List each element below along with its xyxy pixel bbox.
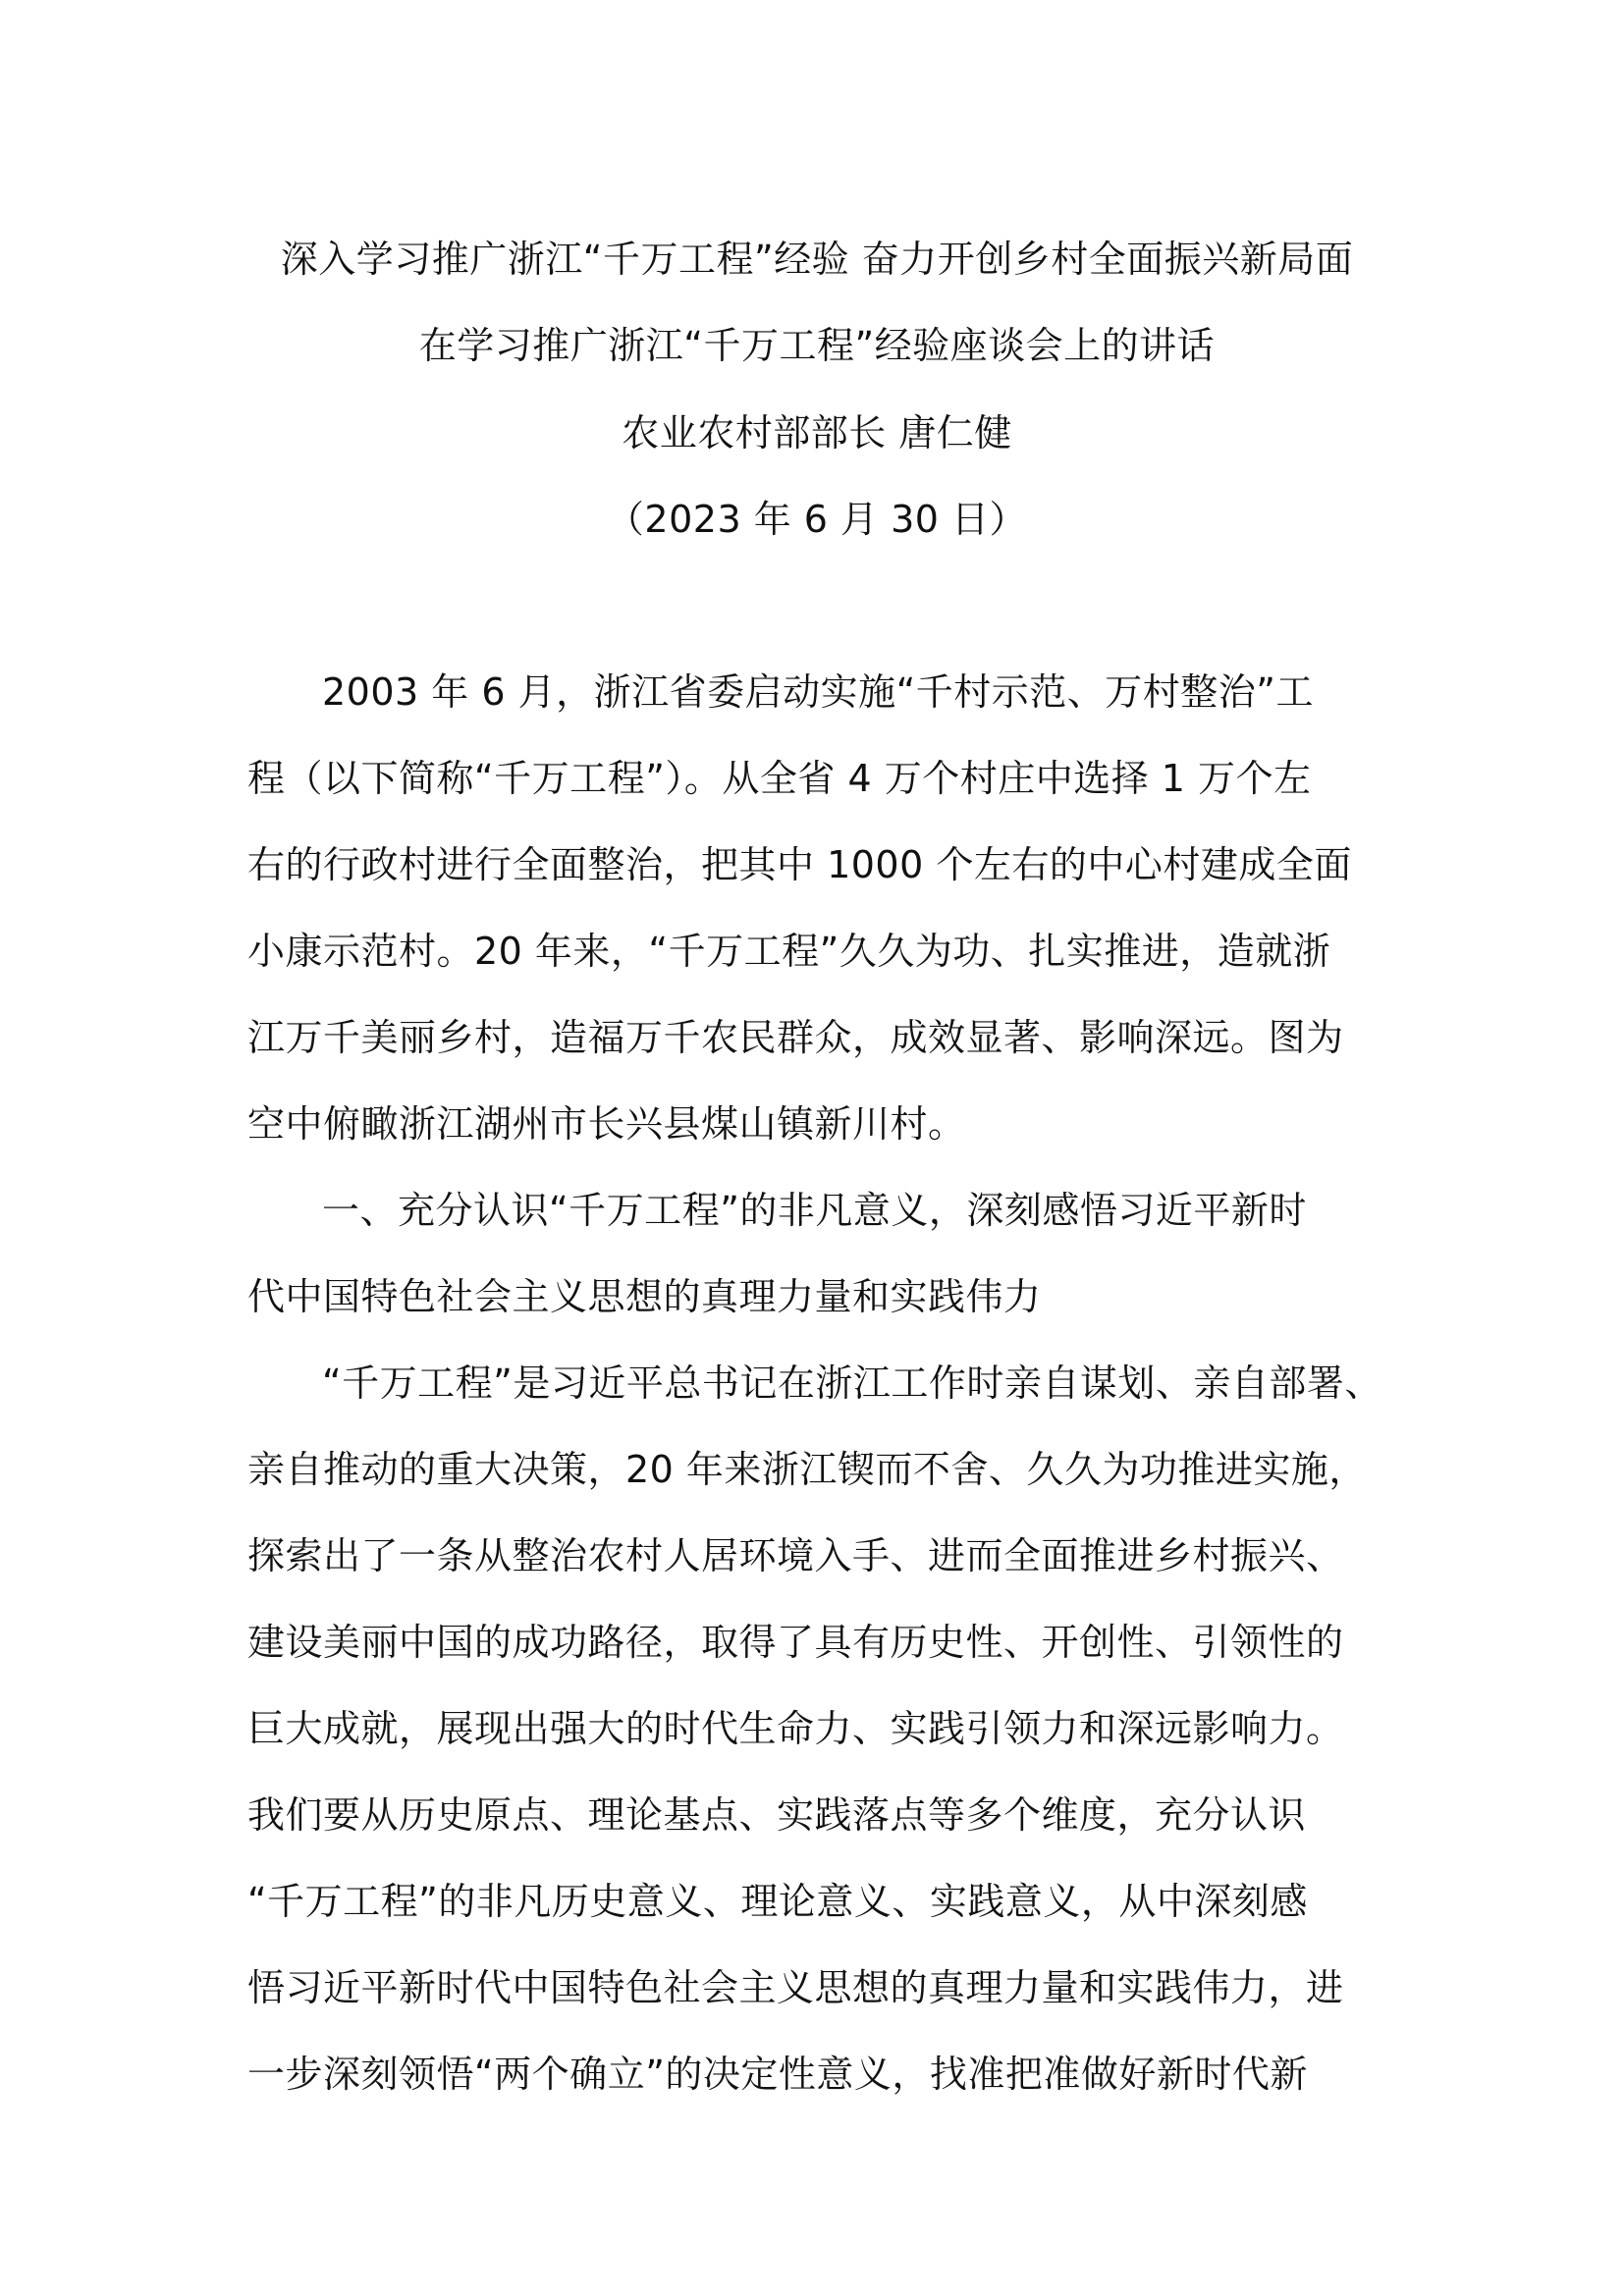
section-heading-line: 代中国特色社会主义思想的真理力量和实践伟力	[247, 1275, 1042, 1318]
paragraph-line: 小康示范村。20 年来，“千万工程”久久为功、扎实推进，造就浙	[247, 930, 1331, 973]
paragraph-line: 程（以下简称“千万工程”）。从全省 4 万个村庄中选择 1 万个左	[247, 757, 1312, 800]
paragraph-line: “千万工程”是习近平总书记在浙江工作时亲自谋划、亲自部署、	[322, 1362, 1382, 1405]
paragraph-line: 右的行政村进行全面整治，把其中 1000 个左右的中心村建成全面	[247, 843, 1352, 886]
paragraph-line: “千万工程”的非凡历史意义、理论意义、实践意义，从中深刻感	[247, 1880, 1308, 1923]
paragraph-line: 2003 年 6 月，浙江省委启动实施“千村示范、万村整治”工	[322, 670, 1314, 714]
doc-date: （2023 年 6 月 30 日）	[606, 498, 1028, 541]
paragraph-line: 空中俯瞰浙江湖州市长兴县煤山镇新川村。	[247, 1102, 966, 1146]
doc-title: 深入学习推广浙江“千万工程”经验 奋力开创乡村全面振兴新局面	[280, 238, 1354, 281]
doc-author: 农业农村部部长 唐仁健	[622, 411, 1012, 454]
paragraph-line: 亲自推动的重大决策，20 年来浙江锲而不舍、久久为功推进实施，	[247, 1448, 1367, 1491]
paragraph-line: 江万千美丽乡村，造福万千农民群众，成效显著、影响深远。图为	[247, 1016, 1344, 1059]
paragraph-line: 巨大成就，展现出强大的时代生命力、实践引领力和深远影响力。	[247, 1707, 1344, 1750]
paragraph-line: 我们要从历史原点、理论基点、实践落点等多个维度，充分认识	[247, 1793, 1307, 1837]
doc-subtitle: 在学习推广浙江“千万工程”经验座谈会上的讲话	[418, 324, 1216, 367]
section-heading-line: 一、充分认识“千万工程”的非凡意义，深刻感悟习近平新时	[322, 1189, 1307, 1232]
paragraph-line: 一步深刻领悟“两个确立”的决定性意义，找准把准做好新时代新	[247, 2053, 1308, 2096]
paragraph-line: 悟习近平新时代中国特色社会主义思想的真理力量和实践伟力，进	[247, 1966, 1344, 2009]
paragraph-line: 探索出了一条从整治农村人居环境入手、进而全面推进乡村振兴、	[247, 1534, 1344, 1577]
paragraph-line: 建设美丽中国的成功路径，取得了具有历史性、开创性、引领性的	[247, 1621, 1344, 1664]
